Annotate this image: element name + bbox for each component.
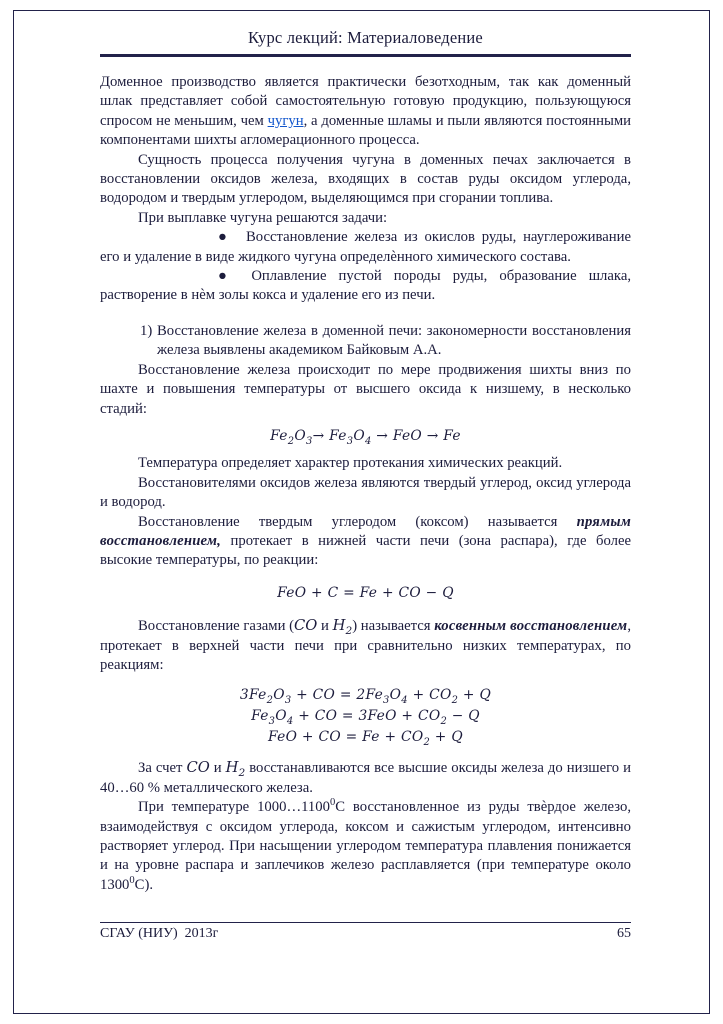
text-run: → Fe — [312, 427, 347, 444]
link-chugun[interactable]: чугун — [267, 112, 304, 129]
text-run: 2 — [440, 716, 448, 728]
paragraph-blast-furnace-waste-free — [100, 73, 631, 151]
text-run: 4 — [401, 695, 408, 707]
formula-indirect-1 — [100, 685, 631, 706]
text-run: Восстановление железа из окислов руды, науглероживание его и удаление в виде жидкого чугуна определѐнного химического состава. — [100, 229, 631, 265]
text-run: протекает в нижней части печи (зона распара), где более высокие температуры, по реакции: — [100, 532, 631, 569]
page-number: 65 — [617, 926, 631, 941]
text-run: 4 — [286, 716, 294, 728]
text-run: и — [209, 760, 226, 777]
text-run: Восстановление твердым углеродом (коксом) называется — [138, 513, 577, 530]
text-run: С). — [134, 876, 154, 893]
paragraph-carbon-saturation — [100, 798, 631, 895]
text-run: Восстановление железа происходит по мере продвижения шихты вниз по шахте и повышения температуры от высшего оксида к низшему, в несколько стадий: — [100, 361, 631, 417]
document-content — [100, 28, 631, 895]
page-title: Курс лекций: Материаловедение — [248, 28, 483, 47]
text-run: 0 — [129, 874, 135, 886]
text-run: С восстановленное из руды твѐрдое железо, взаимодействуя с оксидом углерода, коксом и сажистым углеродом, интенсивно растворяет углерод. При насыщении углеродом температура плавления понижается и на уровне распара и заплечиков железо расплавляется (при температуре около 1300 — [100, 799, 631, 893]
bullet-item-slag-formation — [100, 267, 631, 306]
text-run: O — [273, 687, 285, 704]
text-run: 1) Восстановление железа в доменной печи: закономерности восстановления железа выявлены академиком Байковым А.А. — [140, 322, 631, 359]
text-run: + CO = 3FeO + CO — [293, 708, 441, 725]
formula-indirect-2 — [100, 706, 631, 727]
text-run: 3Fe — [239, 687, 267, 704]
paragraph-temperature-determines — [100, 454, 631, 473]
paragraph-reduction-stages — [100, 361, 631, 419]
text-run: + Q — [430, 729, 463, 746]
formula-indirect-3 — [100, 727, 631, 748]
text-run: FeO + CO = Fe + CO — [268, 729, 424, 746]
formula-oxide-reduction-chain — [100, 427, 631, 446]
text-run: 3 — [305, 435, 313, 447]
text-run: ) называется — [352, 618, 435, 635]
text-run: При выплавке чугуна решаются задачи: — [138, 209, 388, 226]
footer-row — [100, 926, 631, 942]
text-run: Оплавление пустой породы руды, образование шлака, растворение в нѐм золы кокса и удаление его из печи. — [100, 268, 632, 304]
text-run: 2 — [238, 767, 246, 780]
bullet-marker: ● — [218, 268, 236, 285]
text-run: FeO + C = Fe + CO − Q — [277, 584, 454, 601]
text-run: O — [389, 687, 402, 704]
paragraph-higher-oxides — [100, 758, 631, 798]
text-run: → FeO → Fe — [371, 427, 461, 444]
text-run: восстанавливаются все высшие оксиды железа до низшего и 40…60 % металлического железа. — [100, 760, 631, 796]
text-run: CO — [294, 617, 318, 635]
text-run: Восстановление газами ( — [138, 618, 295, 635]
bullet-marker: ● — [218, 229, 230, 246]
text-run: и — [317, 618, 333, 635]
text-run: 3 — [268, 716, 276, 728]
text-run: O — [275, 708, 287, 725]
text-run: Температура определяет характер протекания химических реакций. — [138, 455, 563, 472]
bullet-item-iron-reduction — [100, 228, 631, 267]
text-run: 2 — [345, 625, 353, 638]
text-run: 3 — [284, 695, 292, 707]
text-run: Сущность процесса получения чугуна в доменных печах заключается в восстановлении оксидов железа, входящих в состав руды оксидом углерода, водородом и твердым углеродом, выделяющимся при сгорании топлива. — [100, 151, 631, 207]
text-run: Доменное производство является практически безотходным, так как доменный шлак представляет собой самостоятельную готовую продукцию, пользующуюся спросом не меньшим, чем — [100, 74, 631, 129]
text-run: 0 — [329, 797, 336, 809]
header-rule — [100, 54, 631, 57]
emphasis-direct-reduction: прямым восстановлением, — [100, 513, 631, 549]
paragraph-reducing-agents — [100, 474, 631, 513]
text-run: Fe — [270, 427, 288, 444]
paragraph-direct-reduction — [100, 513, 631, 571]
formula-group-indirect — [100, 685, 631, 748]
text-run: 2 — [266, 695, 274, 707]
text-run: CO — [186, 759, 210, 777]
formula-direct-reduction — [100, 584, 631, 603]
footer-institution: СГАУ (НИУ) 2013г — [100, 926, 219, 941]
text-run: − Q — [447, 708, 480, 725]
text-run: O — [294, 427, 306, 444]
text-run: H — [332, 617, 346, 635]
text-run: 2 — [451, 695, 459, 707]
text-run: 3 — [383, 695, 390, 707]
text-run: При температуре 1000…1100 — [138, 799, 330, 816]
page-header — [100, 28, 631, 57]
paragraph-process-essence — [100, 151, 631, 209]
text-run: + Q — [458, 687, 492, 704]
text-run: + CO = 2Fe — [291, 687, 384, 704]
text-run: O — [353, 427, 365, 444]
text-run: 4 — [364, 435, 372, 447]
emphasis-indirect-reduction: косвенным восстановлением — [434, 618, 628, 635]
text-run: , протекает в верхней части печи при сравнительно низких температурах, по реакциям: — [100, 618, 631, 673]
text-run: Восстановителями оксидов железа являются твердый углерод, оксид углерода и водород. — [100, 474, 631, 511]
numbered-item-iron-reduction — [100, 322, 631, 361]
paragraph-smelting-tasks — [100, 209, 631, 228]
text-run: За счет — [138, 760, 187, 777]
text-run: , а доменные шламы и пыли являются постоянными компонентами шихты агломерационного процесса. — [100, 112, 631, 149]
text-run: + CO — [407, 687, 452, 704]
text-run: Fe — [251, 708, 269, 725]
text-run: 2 — [423, 737, 431, 749]
text-run: H — [225, 759, 239, 777]
paragraph-indirect-reduction — [100, 616, 631, 675]
text-run: 3 — [346, 435, 354, 447]
footer-rule — [100, 922, 631, 923]
text-run: 2 — [287, 435, 295, 447]
page-footer — [100, 922, 631, 942]
